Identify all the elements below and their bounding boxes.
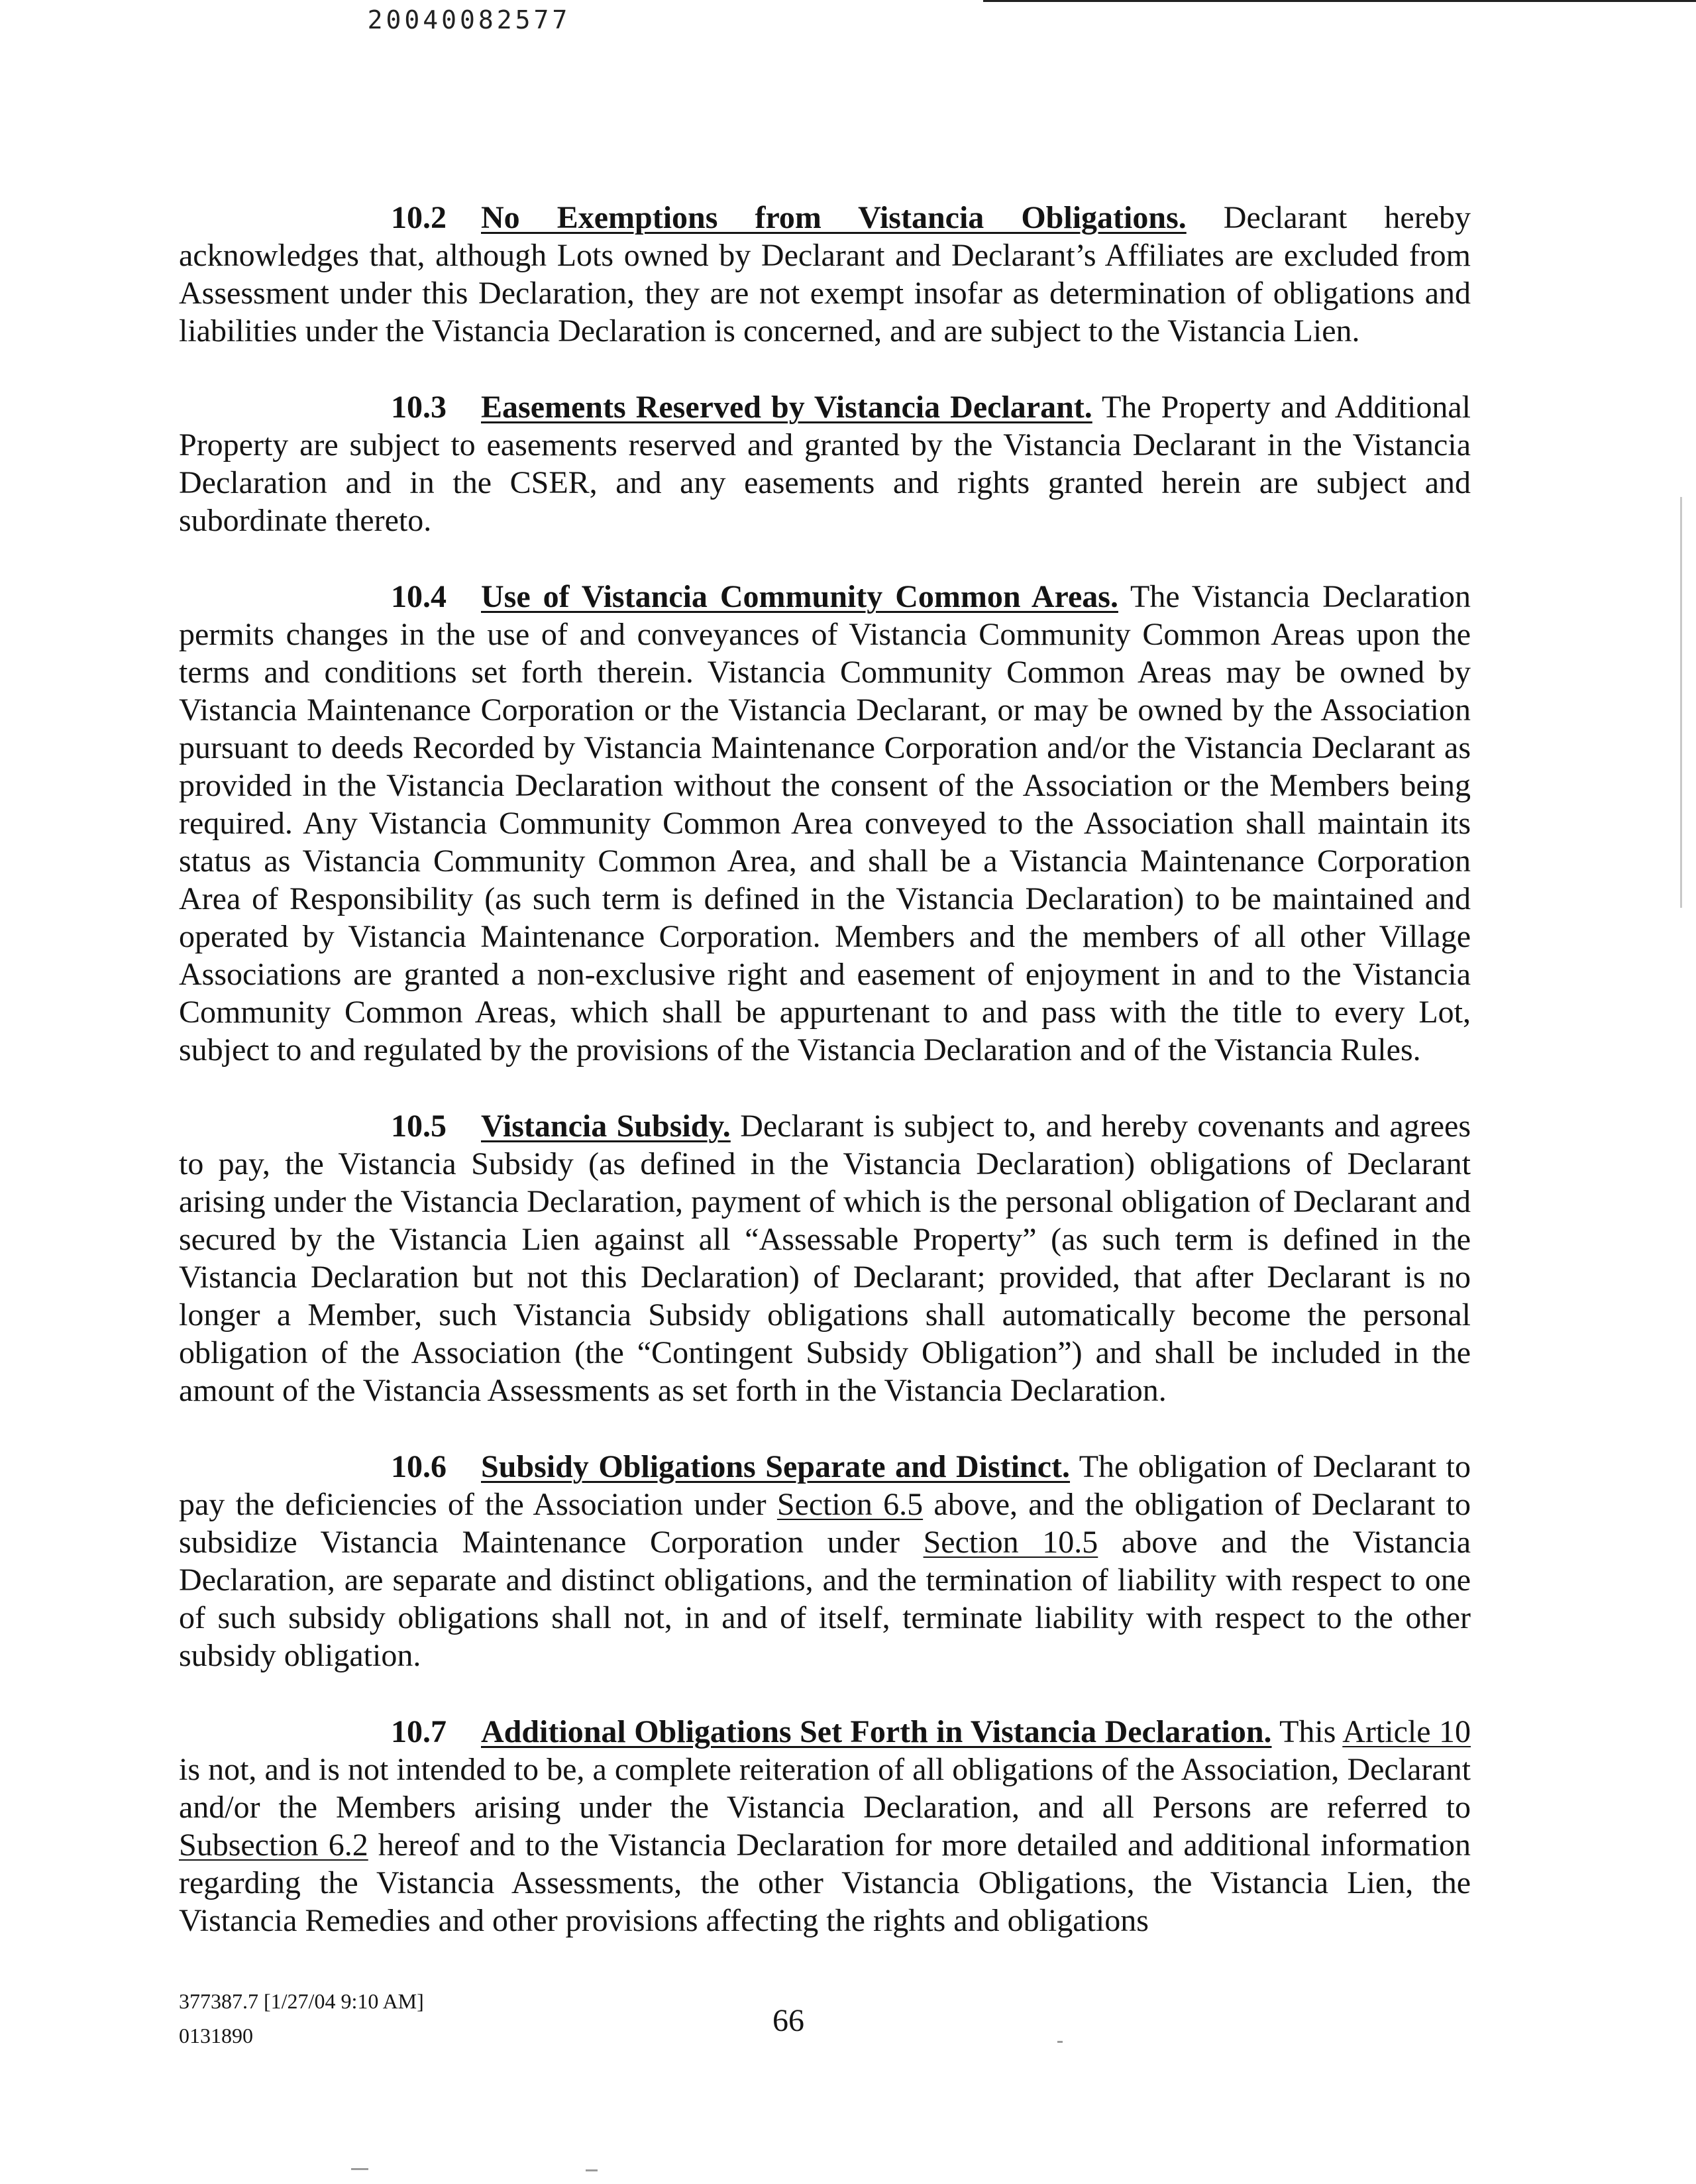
section-body: The Property and Additional Property are subject to easements reserved and granted by the Vistancia Declarant in the Vistancia Declaration and in the CSER, and any easements and rights granted herein are subject and subordinate thereto.	[179, 390, 1471, 538]
document-body	[179, 199, 1471, 1978]
section-10-7	[179, 1713, 1471, 1939]
subsection-cross-reference: Subsection 6.2	[179, 1828, 368, 1863]
section-cross-reference: Section 10.5	[923, 1525, 1098, 1560]
section-number: 10.2	[391, 200, 447, 235]
section-10-2	[179, 199, 1471, 350]
section-10-5	[179, 1107, 1471, 1409]
scan-edge-mark	[1680, 497, 1682, 908]
section-number: 10.7	[391, 1714, 447, 1749]
section-body: Declarant is subject to, and hereby covenants and agrees to pay, the Vistancia Subsidy (as defined in the Vistancia Declaration) obligations of Declarant arising under the Vistancia Declaration, payment of which is the personal obligation of Declarant and secured by the Vistancia Lien against all “Assessable Property” (as such term is defined in the Vistancia Declaration but not this Declaration) of Declarant; provided, that after Declarant is no longer a Member, such Vistancia Subsidy obligations shall automatically become the personal obligation of the Association (the “Contingent Subsidy Obligation”) and shall be included in the amount of the Vistancia Assessments as set forth in the Vistancia Declaration.	[179, 1109, 1471, 1408]
section-number: 10.4	[391, 579, 447, 614]
article-cross-reference: Article 10	[1342, 1714, 1471, 1749]
section-10-4	[179, 578, 1471, 1069]
section-10-3	[179, 388, 1471, 539]
section-number: 10.5	[391, 1109, 447, 1144]
section-10-6	[179, 1448, 1471, 1674]
section-body: The Vistancia Declaration permits changes in the use of and conveyances of Vistancia Community Common Areas upon the terms and conditions set forth therein. Vistancia Community Common Areas may be owned by Vistancia Maintenance Corporation or the Vistancia Declarant, or may be owned by the Association pursuant to deeds Recorded by Vistancia Maintenance Corporation and/or the Vistancia Declarant as provided in the Vistancia Declaration without the consent of the Association or the Members being required. Any Vistancia Community Common Area conveyed to the Association shall maintain its status as Vistancia Community Common Area, and shall be a Vistancia Maintenance Corporation Area of Responsibility (as such term is defined in the Vistancia Declaration) to be maintained and operated by Vistancia Maintenance Corporation. Members and the members of all other Village Associations are granted a non-exclusive right and easement of enjoyment in and to the Vistancia Community Common Areas, which shall be appurtenant to and pass with the title to every Lot, subject to and regulated by the provisions of the Vistancia Declaration and of the Vistancia Rules.	[179, 579, 1471, 1067]
footer-identifiers	[179, 1984, 424, 2053]
section-body: This	[1271, 1714, 1343, 1749]
section-cross-reference: Section 6.5	[776, 1487, 924, 1522]
section-body: Declarant hereby acknowledges that, although Lots owned by Declarant and Declarant’s Affiliates are excluded from Assessment under this Declaration, they are not exempt insofar as determination of obligations and liabilities under the Vistancia Declaration is concerned, and are subject to the Vistancia Lien.	[179, 200, 1471, 349]
section-body: above and the Vistancia Declaration, are separate and distinct obligations, and the termination of liability with respect to one of such subsidy obligations shall not, in and of itself, terminate liability with respect to the other subsidy obligation.	[179, 1525, 1471, 1673]
header-rule	[983, 0, 1696, 2]
section-body: is not, and is not intended to be, a complete reiteration of all obligations of the Association, Declarant and/or the Members arising under the Vistancia Declaration, and all Persons are referred to	[179, 1752, 1471, 1825]
scan-speck	[586, 2169, 598, 2171]
section-title: Additional Obligations Set Forth in Vistancia Declaration.	[481, 1714, 1272, 1749]
section-title: Subsidy Obligations Separate and Distinct.	[481, 1449, 1071, 1484]
page-number: 66	[772, 2003, 804, 2038]
section-body: The obligation of Declarant to pay the deficiencies of the Association under	[179, 1449, 1471, 1522]
section-body: hereof and to the Vistancia Declaration for more detailed and additional information regarding the Vistancia Assessments, the other Vistancia Obligations, the Vistancia Lien, the Vistancia Remedies and other provisions affecting the rights and obligations	[179, 1828, 1471, 1938]
scan-speck	[1057, 2041, 1063, 2043]
scan-speck	[351, 2168, 368, 2170]
section-title: Vistancia Subsidy.	[481, 1109, 731, 1144]
section-title: Use of Vistancia Community Common Areas.	[481, 579, 1118, 614]
footer-doc-id: 377387.7 [1/27/04 9:10 AM]	[179, 1989, 424, 2013]
footer-client-code: 0131890	[179, 2024, 253, 2048]
section-number: 10.3	[391, 390, 447, 425]
section-title: Easements Reserved by Vistancia Declarant.	[481, 390, 1092, 425]
section-number: 10.6	[391, 1449, 447, 1484]
document-number: 20040082577	[367, 5, 571, 34]
section-title: No Exemptions from Vistancia Obligations.	[481, 200, 1187, 235]
section-body: above, and the obligation of Declarant to subsidize Vistancia Maintenance Corporation under	[179, 1487, 1471, 1560]
